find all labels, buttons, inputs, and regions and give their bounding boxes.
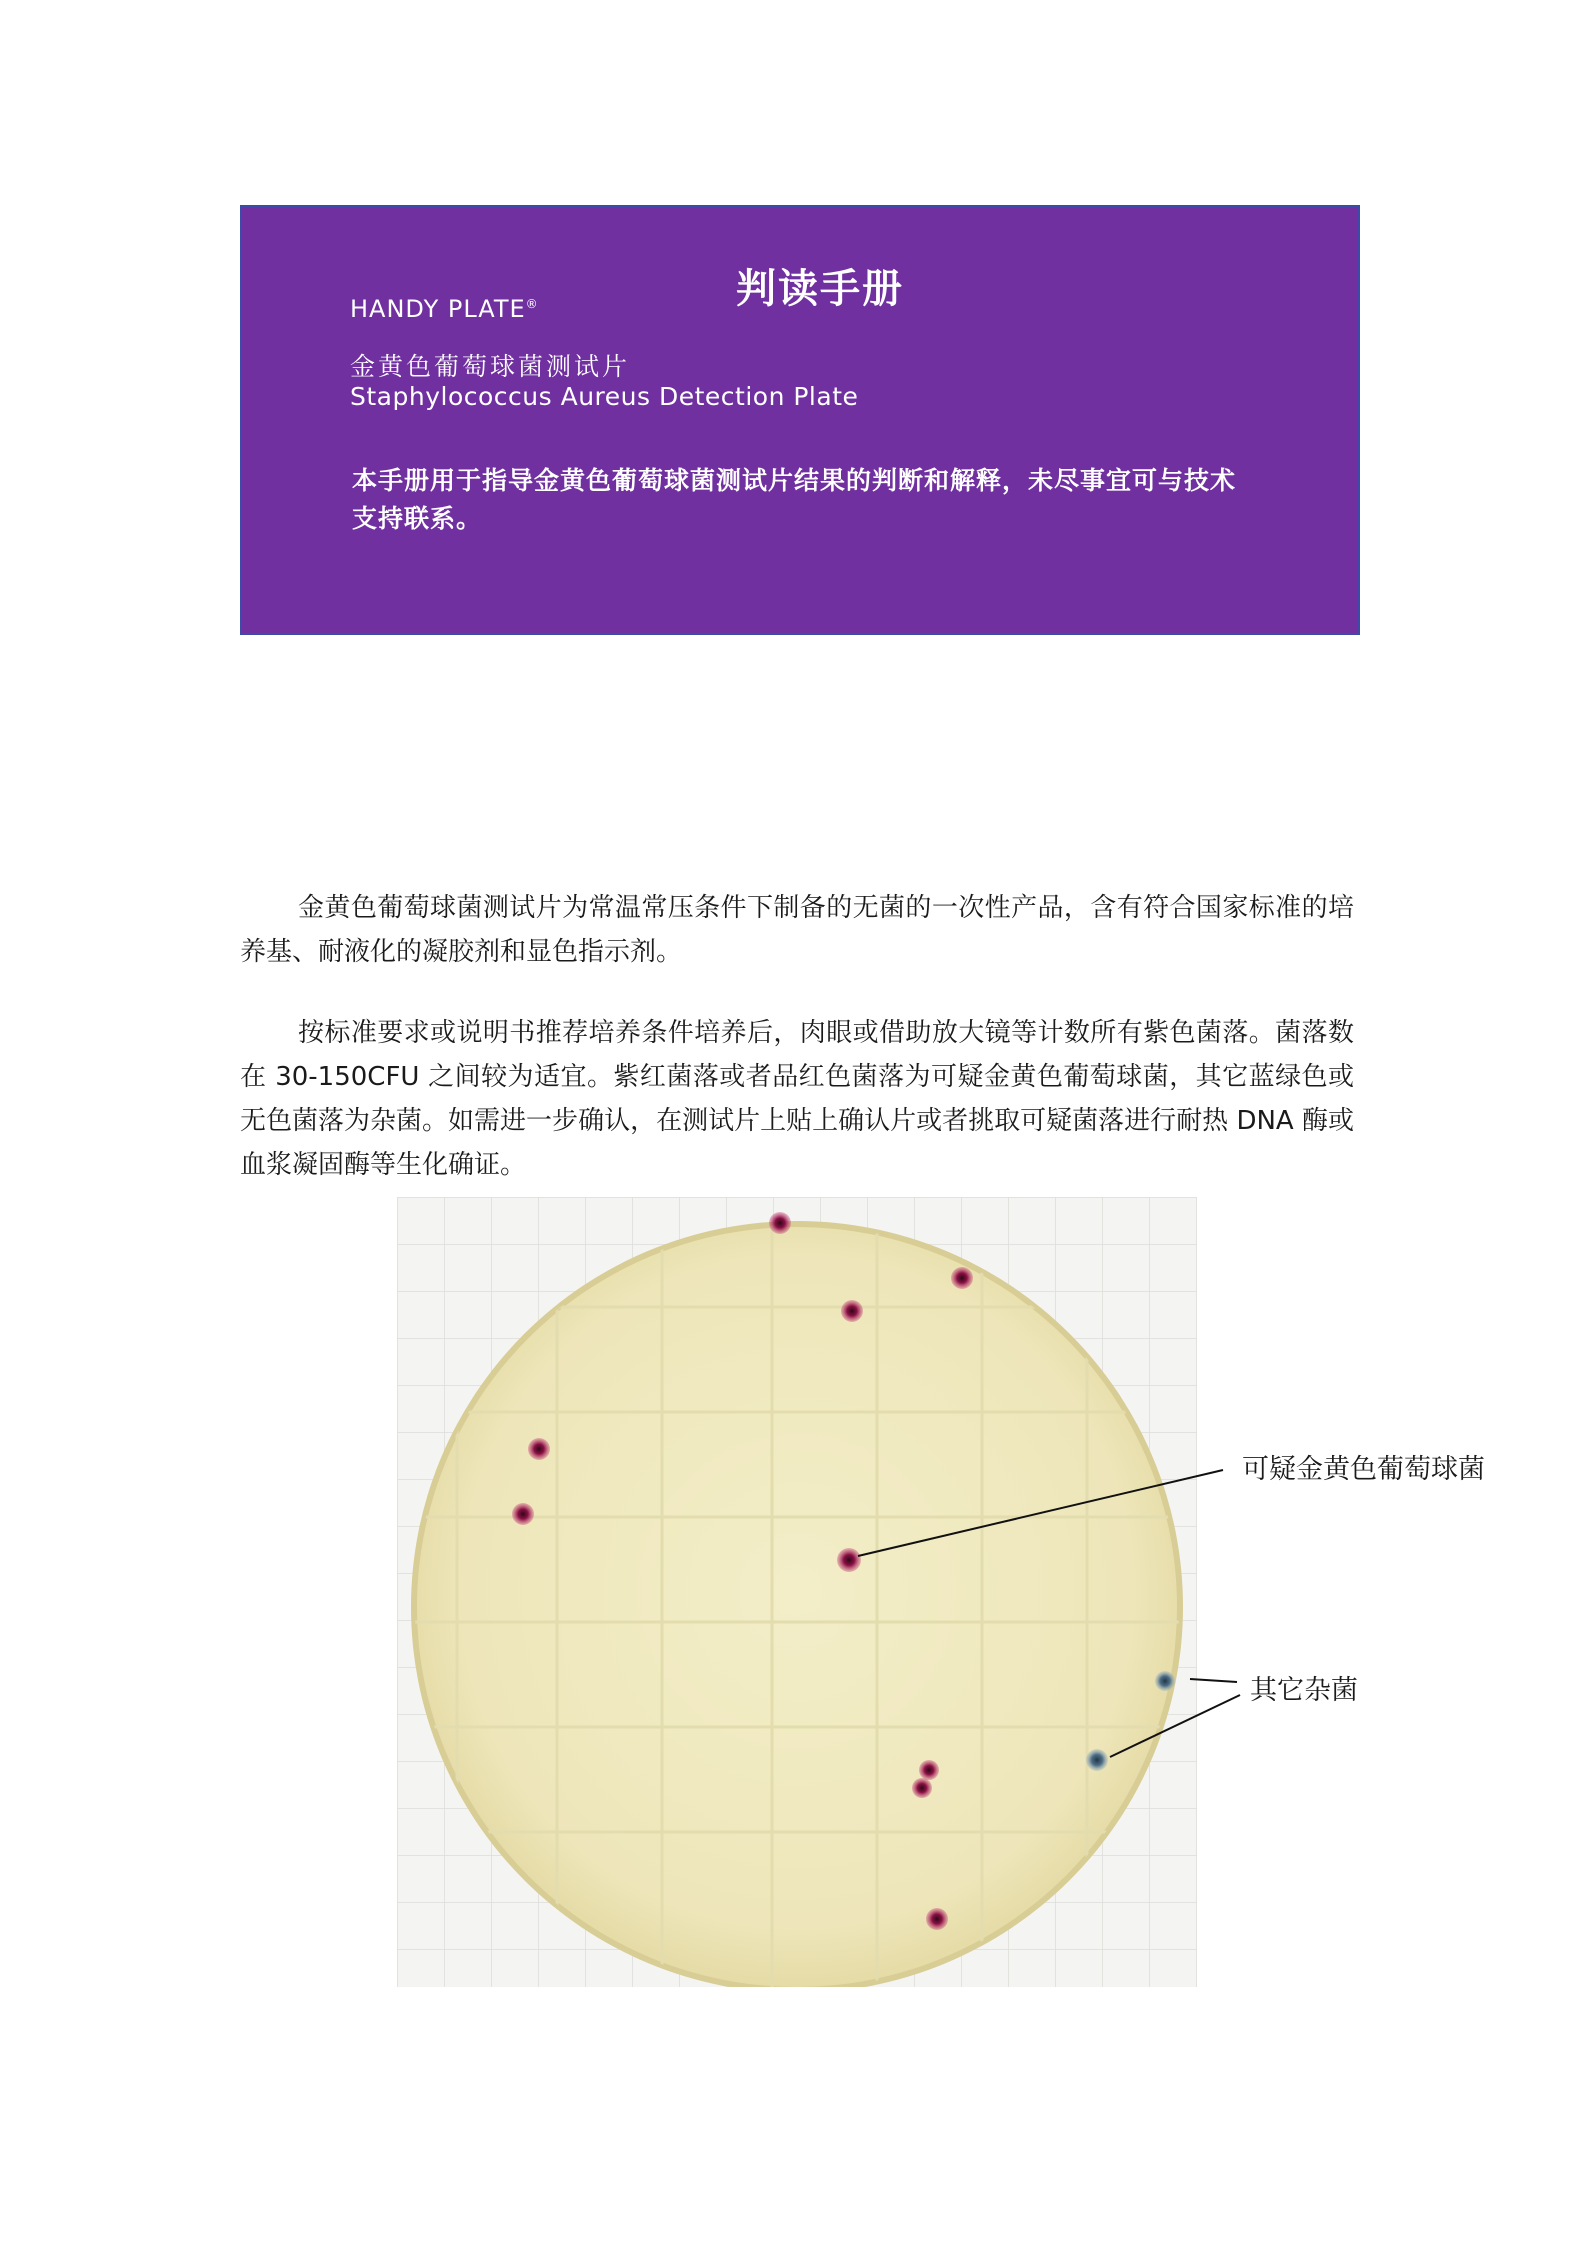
suspect-colony [951, 1267, 973, 1289]
suspect-colony [528, 1438, 550, 1460]
intro-paragraph: 金黄色葡萄球菌测试片为常温常压条件下制备的无菌的一次性产品，含有符合国家标准的培养基、耐液化的凝胶剂和显色指示剂。 [240, 893, 1354, 967]
label-other-bacteria: 其它杂菌 [1250, 1675, 1358, 1706]
leader-line-other-1 [1190, 1679, 1237, 1682]
brand-text: HANDY PLATE [350, 295, 526, 323]
suspect-colony [769, 1212, 791, 1234]
brand-name [350, 295, 539, 323]
other-colony [1086, 1749, 1108, 1771]
header-banner [240, 205, 1360, 635]
suspect-colony [912, 1778, 932, 1798]
manual-description: 本手册用于指导金黄色葡萄球菌测试片结果的判断和解释，未尽事宜可与技术支持联系。 [352, 466, 1237, 533]
product-name-cn: 金黄色葡萄球菌测试片 [350, 352, 631, 381]
suspect-colony [926, 1908, 948, 1930]
suspect-colony [919, 1760, 939, 1780]
suspect-colony [837, 1548, 861, 1572]
manual-title: 判读手册 [736, 266, 904, 312]
suspect-colony [841, 1300, 863, 1322]
culture-plate-image [397, 1197, 1197, 1987]
interpretation-paragraph: 按标准要求或说明书推荐培养条件培养后，肉眼或借助放大镜等计数所有紫色菌落。菌落数在 30-150CFU 之间较为适宜。紫红菌落或者品红色菌落为可疑金黄色葡萄球菌，其它蓝绿色或无色菌落为杂菌。如需进一步确认，在测试片上贴上确认片或者挑取可疑菌落进行耐热 DNA 酶或血浆凝固酶等生化确证。 [240, 1018, 1354, 1180]
product-name-en: Staphylococcus Aureus Detection Plate [350, 382, 859, 411]
other-colony [1155, 1671, 1175, 1691]
culture-plate-photo [397, 1197, 1197, 1987]
agar-surface [417, 1227, 1177, 1987]
label-suspect-staph: 可疑金黄色葡萄球菌 [1242, 1454, 1485, 1485]
suspect-colony [512, 1503, 534, 1525]
registered-mark: ® [525, 297, 539, 311]
